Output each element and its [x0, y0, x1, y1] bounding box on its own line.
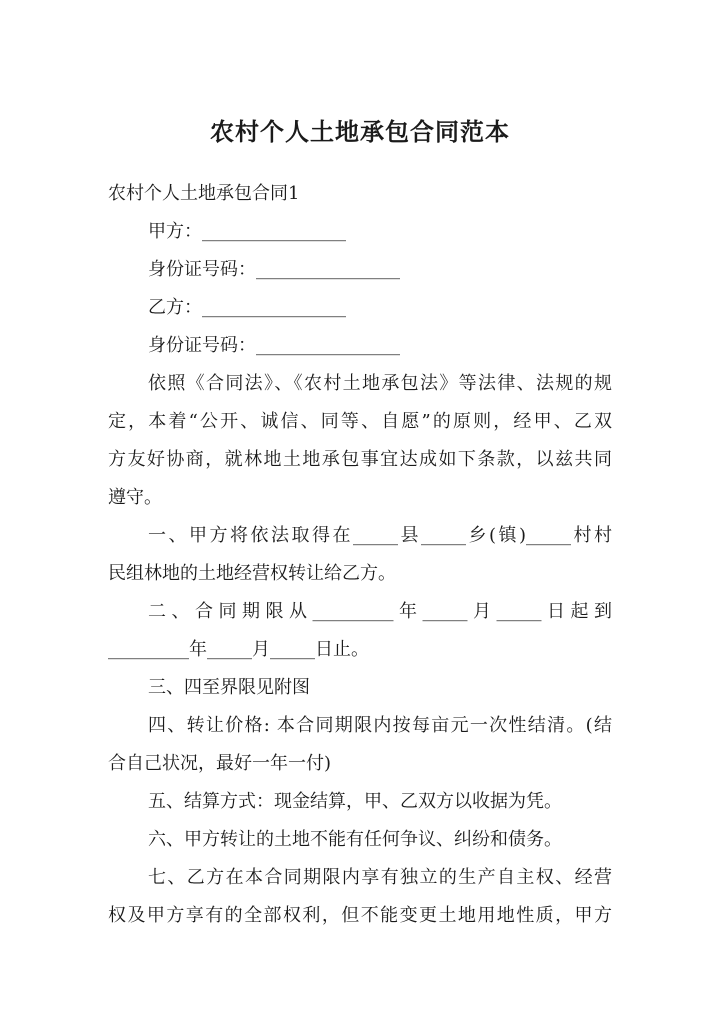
party-b-id-field: 身份证号码：________________ [148, 335, 400, 356]
clause-2-line-2: _________年_____月_____日止。 [108, 639, 369, 660]
intro-paragraph-line-4: 遵守。 [108, 487, 162, 508]
clause-2-line-1: 二、合同期限从_________年_____月_____日起到 [148, 601, 612, 622]
party-a-id-field: 身份证号码：________________ [148, 259, 400, 280]
intro-paragraph-line-3: 方友好协商，就林地土地承包事宜达成如下条款，以兹共同 [108, 449, 612, 470]
party-a-field: 甲方：________________ [148, 221, 346, 242]
contract-subtitle: 农村个人土地承包合同1 [108, 183, 300, 204]
clause-7-line-2: 权及甲方享有的全部权利，但不能变更土地用地性质，甲方 [108, 905, 612, 926]
clause-7-line-1: 七、乙方在本合同期限内享有独立的生产自主权、经营 [148, 867, 612, 888]
party-b-field: 乙方：________________ [148, 297, 346, 318]
clause-6: 六、甲方转让的土地不能有任何争议、纠纷和债务。 [148, 829, 562, 850]
clause-3: 三、四至界限见附图 [148, 677, 310, 698]
clause-1-line-2: 民组林地的土地经营权转让给乙方。 [108, 563, 396, 584]
clause-4-line-2: 合自己状况，最好一年一付) [108, 753, 332, 774]
intro-paragraph-line-1: 依照《合同法》、《农村土地承包法》等法律、法规的规 [148, 373, 612, 394]
document-title: 农村个人土地承包合同范本 [210, 117, 510, 146]
clause-5: 五、结算方式：现金结算，甲、乙双方以收据为凭。 [148, 791, 562, 812]
intro-paragraph-line-2: 定，本着“公开、诚信、同等、自愿”的原则，经甲、乙双 [108, 411, 612, 432]
clause-4-line-1: 四、转让价格: 本合同期限内按每亩元一次性结清。(结 [148, 715, 612, 736]
clause-1-line-1: 一、甲方将依法取得在_____县_____乡(镇)_____村村 [148, 525, 612, 546]
